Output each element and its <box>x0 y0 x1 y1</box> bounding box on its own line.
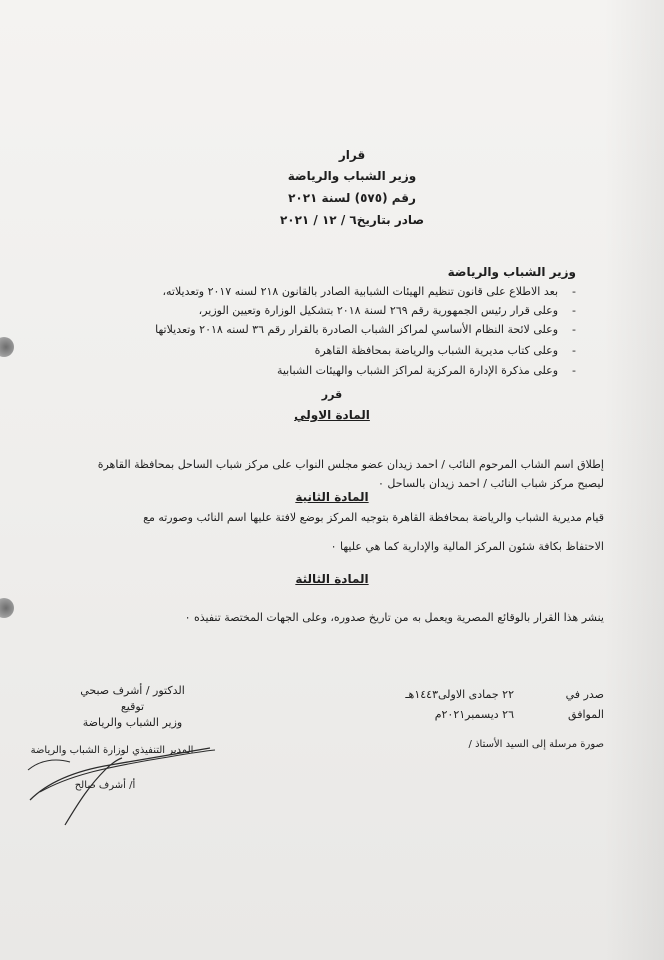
signer-role: وزير الشباب والرياضة <box>82 716 183 729</box>
page-fold-shadow <box>604 0 664 960</box>
signature-label: توقيع <box>120 700 145 713</box>
issued-in-date: ٢٢ جمادى الاولى١٤٤٣هـ <box>405 688 514 701</box>
article-1-line: إطلاق اسم الشاب المرحوم النائب / احمد زيدان عضو مجلس النواب على مركز شباب الساحل بمحافظة القاهرة <box>97 458 604 471</box>
decides-label: قرر <box>321 388 343 401</box>
copy-to: صورة مرسلة إلى السيد الأستاذ / <box>468 739 604 750</box>
signer-name: الدكتور / أشرف صبحي <box>80 684 185 697</box>
executive-title: المدير التنفيذي لوزارة الشباب والرياضة <box>30 745 194 756</box>
minister-title: وزير الشباب والرياضة <box>287 169 417 183</box>
corresponding-date: ٢٦ ديسمبر٢٠٢١م <box>434 708 514 721</box>
handwritten-signature <box>10 730 230 830</box>
article-2-title: المادة الثانية <box>295 490 369 504</box>
preamble-item: -وعلى لائحة النظام الأساسي لمراكز الشباب الصادرة بالقرار رقم ٣٦ لسنه ٢٠١٨ وتعديلاتها <box>155 323 576 336</box>
decision-number: رقم (٥٧٥) لسنة ٢٠٢١ <box>288 191 416 205</box>
corresponding-label: الموافق <box>568 708 604 721</box>
preamble-item: -وعلى قرار رئيس الجمهورية رقم ٢٦٩ لسنة ٢٠١٨ بتشكيل الوزارة وتعيين الوزير، <box>198 304 576 317</box>
article-1-line: ليصبح مركز شباب النائب / احمد زيدان بالساحل ٠ <box>377 477 604 490</box>
article-1-title: المادة الاولي <box>294 408 370 422</box>
article-2-line: قيام مديرية الشباب والرياضة بمحافظة القاهرة بتوجيه المركز بوضع لافتة عليها اسم النائب وصورته مع <box>143 511 604 524</box>
preamble-item: -وعلى كتاب مديرية الشباب والرياضة بمحافظة القاهرة <box>314 344 576 357</box>
issued-in-label: صدر في <box>565 688 604 701</box>
decision-title: قرار <box>338 148 366 162</box>
article-3-title: المادة الثالثة <box>295 572 369 586</box>
article-2-line: الاحتفاظ بكافة شئون المركز المالية والإدارية كما هي عليها ٠ <box>330 540 604 553</box>
article-3-line: ينشر هذا القرار بالوقائع المصرية ويعمل به من تاريخ صدوره، وعلى الجهات المختصة تنفيذه ٠ <box>184 611 604 624</box>
preamble-heading: وزير الشباب والرياضة <box>447 265 576 279</box>
executive-name: أ/ أشرف صالح <box>74 780 136 791</box>
issue-date: صادر بتاريخ٦ / ١٢ / ٢٠٢١ <box>279 213 425 227</box>
preamble-item: -وعلى مذكرة الإدارة المركزية لمراكز الشباب والهيئات الشبابية <box>276 364 576 377</box>
preamble-item: -بعد الاطلاع على قانون تنظيم الهيئات الشبابية الصادر بالقانون ٢١٨ لسنه ٢٠١٧ وتعديلاته، <box>162 285 576 298</box>
